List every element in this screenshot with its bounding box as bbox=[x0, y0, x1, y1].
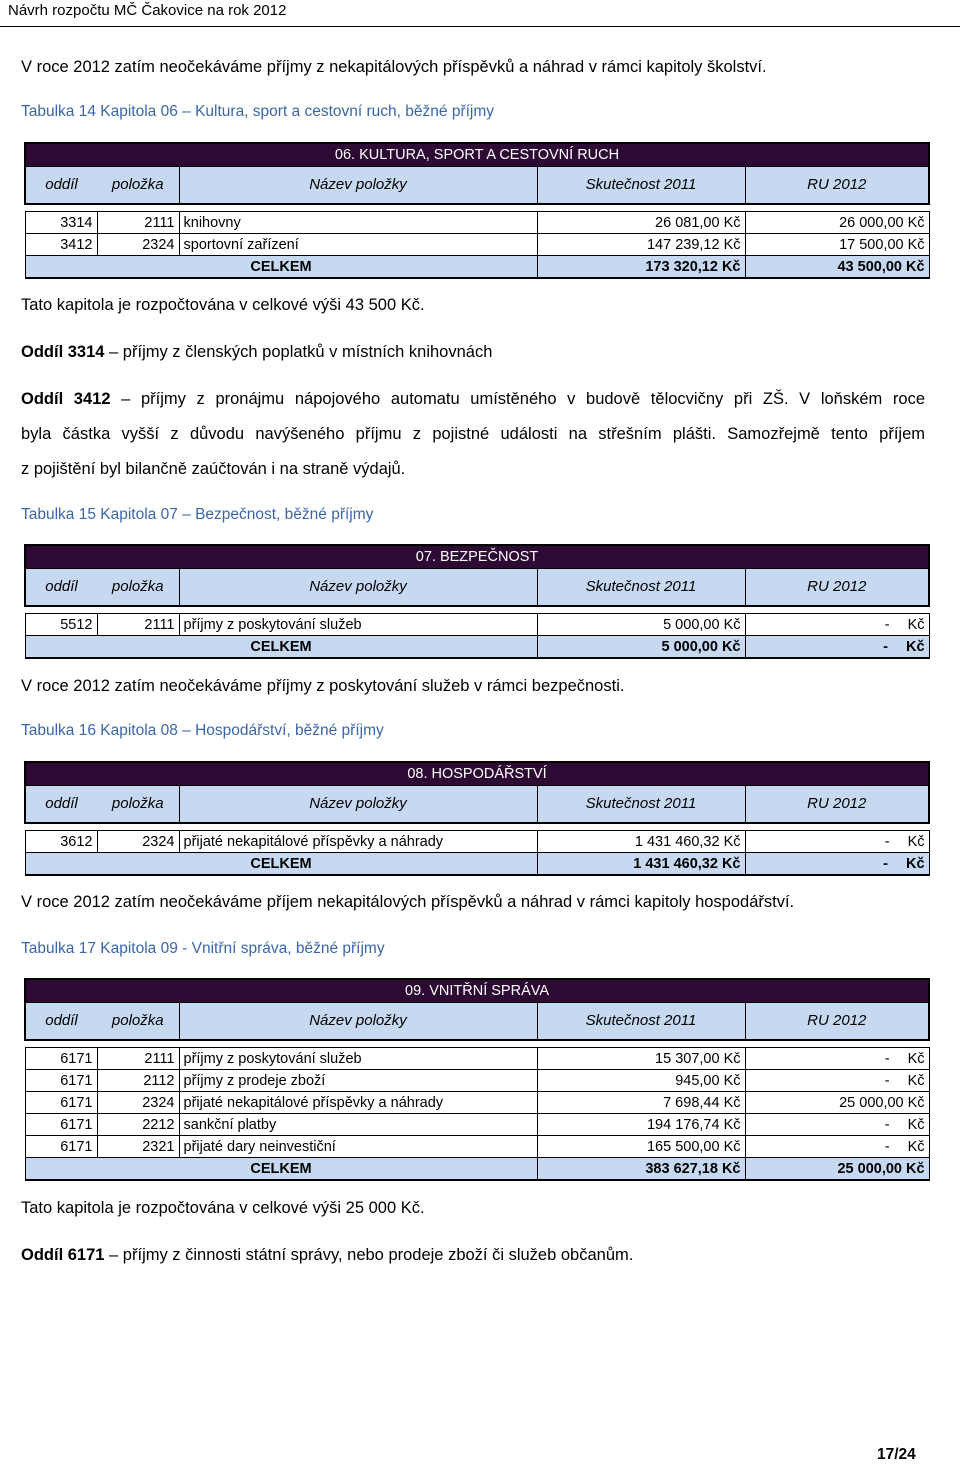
oddil-3412-line-1: Oddíl 3412 – příjmy z pronájmu nápojového automatu umístěného v budově tělocvičny při ZŠ. V loňském roce bbox=[21, 390, 926, 408]
table-14 bbox=[24, 142, 930, 279]
oddil-3412-line-2: byla částka vyšší z důvodu navýšeného příjmu z pojistné události na střešním plášti. Samozřejmě tento příjem bbox=[21, 425, 925, 443]
col-ru: RU 2012 bbox=[745, 167, 929, 205]
document-title: Návrh rozpočtu MČ Čakovice na rok 2012 bbox=[8, 2, 287, 19]
table-16-title: 08. HOSPODÁŘSTVÍ bbox=[25, 762, 929, 786]
total-row: CELKEM 1 431 460,32 Kč - Kč bbox=[25, 853, 929, 876]
table-17-caption: Tabulka 17 Kapitola 09 - Vnitřní správa, běžné příjmy bbox=[21, 940, 385, 957]
table-row: 6171 2324 přijaté nekapitálové příspěvky a náhrady 7 698,44 Kč 25 000,00 Kč bbox=[25, 1092, 929, 1114]
table-row: 3612 2324 přijaté nekapitálové příspěvky a náhrady 1 431 460,32 Kč - Kč bbox=[25, 831, 929, 853]
section-16-note: V roce 2012 zatím neočekáváme příjem nekapitálových příspěvků a náhrad v rámci kapitoly hospodářství. bbox=[21, 893, 795, 911]
oddil-6171-paragraph: Oddíl 6171 – příjmy z činnosti státní správy, nebo prodeje zboží či služeb občanům. bbox=[21, 1246, 634, 1264]
table-16-caption: Tabulka 16 Kapitola 08 – Hospodářství, běžné příjmy bbox=[21, 722, 384, 739]
section-14-note: Tato kapitola je rozpočtována v celkové výši 43 500 Kč. bbox=[21, 296, 425, 314]
table-row: 3412 2324 sportovní zařízení 147 239,12 Kč 17 500,00 Kč bbox=[25, 234, 929, 256]
page-header bbox=[0, 0, 960, 27]
table-row: 6171 2321 přijaté dary neinvestiční 165 500,00 Kč - Kč bbox=[25, 1136, 929, 1158]
table-14-title: 06. KULTURA, SPORT A CESTOVNÍ RUCH bbox=[25, 143, 929, 167]
table-17: 09. VNITŘNÍ SPRÁVA oddíl položka Název položky Skutečnost 2011 RU 2012 6171 2111 příjmy z poskytování služeb 15 307,00 Kč - Kč 6171 2112 příjmy z prodeje zboží 945,00 Kč - Kč 6171 2324 přijaté nekapitálové příspěvky a náhrady 7 698,44 Kč 25 000,00 Kč 6171 2212 sankční platby 194 176,74 Kč - Kč 6171 2321 přijaté dary neinvestiční 165 500,00 Kč - Kč CELKEM 383 627,18 Kč 25 000,00 Kč bbox=[24, 978, 930, 1181]
table-row: 3314 2111 knihovny 26 081,00 Kč 26 000,00 Kč bbox=[25, 212, 929, 234]
page-number: 17/24 bbox=[877, 1446, 916, 1463]
table-15-title: 07. BEZPEČNOST bbox=[25, 545, 929, 569]
table-17-title: 09. VNITŘNÍ SPRÁVA bbox=[25, 979, 929, 1003]
table-15: 07. BEZPEČNOST oddíl položka Název položky Skutečnost 2011 RU 2012 5512 2111 příjmy z poskytování služeb 5 000,00 Kč - Kč CELKEM 5 000,00 Kč - Kč bbox=[24, 544, 930, 659]
oddil-3412-line-3: z pojištění byl bilančně zaúčtován i na straně výdajů. bbox=[21, 460, 406, 478]
table-14-caption: Tabulka 14 Kapitola 06 – Kultura, sport a cestovní ruch, běžné příjmy bbox=[21, 103, 495, 120]
total-row: CELKEM 5 000,00 Kč - Kč bbox=[25, 636, 929, 659]
oddil-3314-paragraph: Oddíl 3314 – příjmy z členských poplatků v místních knihovnách bbox=[21, 343, 493, 361]
col-oddil: oddíl bbox=[25, 167, 97, 205]
table-15-caption: Tabulka 15 Kapitola 07 – Bezpečnost, běžné příjmy bbox=[21, 506, 374, 523]
col-polozka: položka bbox=[97, 167, 179, 205]
intro-text: V roce 2012 zatím neočekáváme příjmy z nekapitálových příspěvků a náhrad v rámci kapitoly školství. bbox=[21, 58, 767, 76]
table-row: 6171 2112 příjmy z prodeje zboží 945,00 Kč - Kč bbox=[25, 1070, 929, 1092]
table-row: 5512 2111 příjmy z poskytování služeb 5 000,00 Kč - Kč bbox=[25, 614, 929, 636]
table-16: 08. HOSPODÁŘSTVÍ oddíl položka Název položky Skutečnost 2011 RU 2012 3612 2324 přijaté nekapitálové příspěvky a náhrady 1 431 460,32 Kč - Kč CELKEM 1 431 460,32 Kč - Kč bbox=[24, 761, 930, 876]
table-row: 6171 2111 příjmy z poskytování služeb 15 307,00 Kč - Kč bbox=[25, 1048, 929, 1070]
section-17-note: Tato kapitola je rozpočtována v celkové výši 25 000 Kč. bbox=[21, 1199, 425, 1217]
col-nazev: Název položky bbox=[179, 167, 537, 205]
total-row: CELKEM 383 627,18 Kč 25 000,00 Kč bbox=[25, 1158, 929, 1181]
col-skutecnost: Skutečnost 2011 bbox=[537, 167, 745, 205]
total-row: CELKEM 173 320,12 Kč 43 500,00 Kč bbox=[25, 256, 929, 279]
section-15-note: V roce 2012 zatím neočekáváme příjmy z poskytování služeb v rámci bezpečnosti. bbox=[21, 677, 625, 695]
table-row: 6171 2212 sankční platby 194 176,74 Kč - Kč bbox=[25, 1114, 929, 1136]
